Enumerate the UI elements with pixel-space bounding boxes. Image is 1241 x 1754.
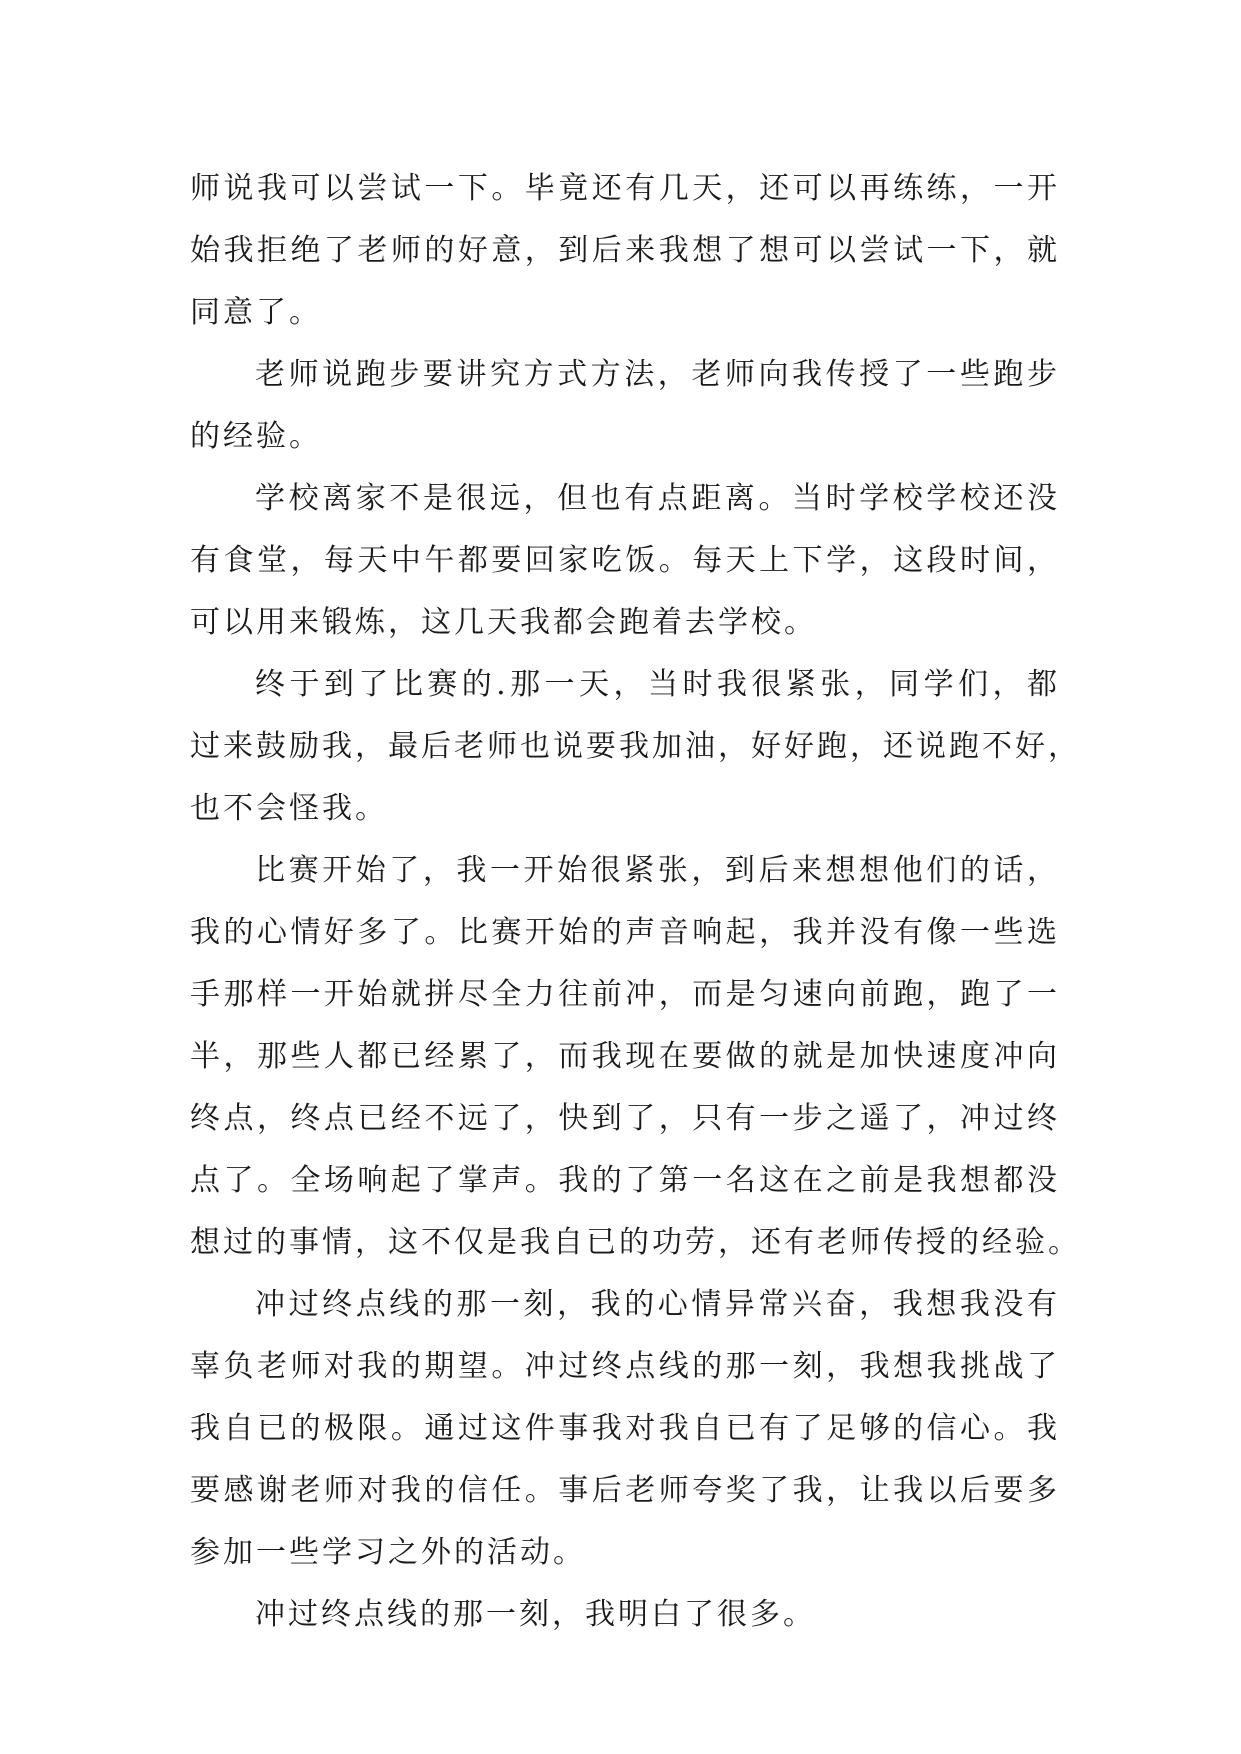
text-line: 点了。全场响起了掌声。我的了第一名这在之前是我想都没 [190,1163,1060,1198]
paragraph [190,840,1081,1274]
text-line: 同意了。 [190,295,322,330]
paragraph [190,1584,1060,1646]
text-line: 终于到了比赛的.那一天，当时我很紧张，同学们，都 [255,667,1060,702]
text-line: 冲过终点线的那一刻，我明白了很多。 [255,1597,816,1632]
text-line: 半，那些人都已经累了，而我现在要做的就是加快速度冲向 [190,1039,1060,1074]
text-line: 想过的事情，这不仅是我自已的功劳，还有老师传授的经验。 [190,1225,1081,1260]
text-line: 终点，终点已经不远了，快到了，只有一步之遥了，冲过终 [190,1101,1060,1136]
text-line: 我自已的极限。通过这件事我对我自已有了足够的信心。我 [190,1411,1060,1446]
text-line: 老师说跑步要讲究方式方法，老师向我传授了一些跑步 [255,357,1060,392]
text-line: 学校离家不是很远，但也有点距离。当时学校学校还没 [255,481,1060,516]
text-line: 始我拒绝了老师的好意，到后来我想了想可以尝试一下，就 [190,233,1060,268]
paragraph [190,1274,1060,1584]
text-line: 参加一些学习之外的活动。 [190,1535,586,1570]
text-line: 比赛开始了，我一开始很紧张，到后来想想他们的话， [255,853,1060,888]
text-line: 可以用来锻炼，这几天我都会跑着去学校。 [190,605,817,640]
paragraph [190,654,1081,840]
document-page [190,158,1081,1646]
paragraph [190,468,1060,654]
text-line: 有食堂，每天中午都要回家吃饭。每天上下学，这段时间， [190,543,1060,578]
text-line: 手那样一开始就拼尽全力往前冲，而是匀速向前跑，跑了一 [190,977,1060,1012]
paragraph [190,344,1060,468]
text-line: 辜负老师对我的期望。冲过终点线的那一刻，我想我挑战了 [190,1349,1060,1384]
text-line: 要感谢老师对我的信任。事后老师夸奖了我，让我以后要多 [190,1473,1060,1508]
paragraph [190,158,1060,344]
text-line: 也不会怪我。 [190,791,388,826]
text-line: 师说我可以尝试一下。毕竟还有几天，还可以再练练，一开 [190,171,1060,206]
text-line: 冲过终点线的那一刻，我的心情异常兴奋，我想我没有 [255,1287,1060,1322]
text-line: 的经验。 [190,419,322,454]
text-line: 过来鼓励我，最后老师也说要我加油，好好跑，还说跑不好， [190,729,1081,764]
text-line: 我的心情好多了。比赛开始的声音响起，我并没有像一些选 [190,915,1060,950]
